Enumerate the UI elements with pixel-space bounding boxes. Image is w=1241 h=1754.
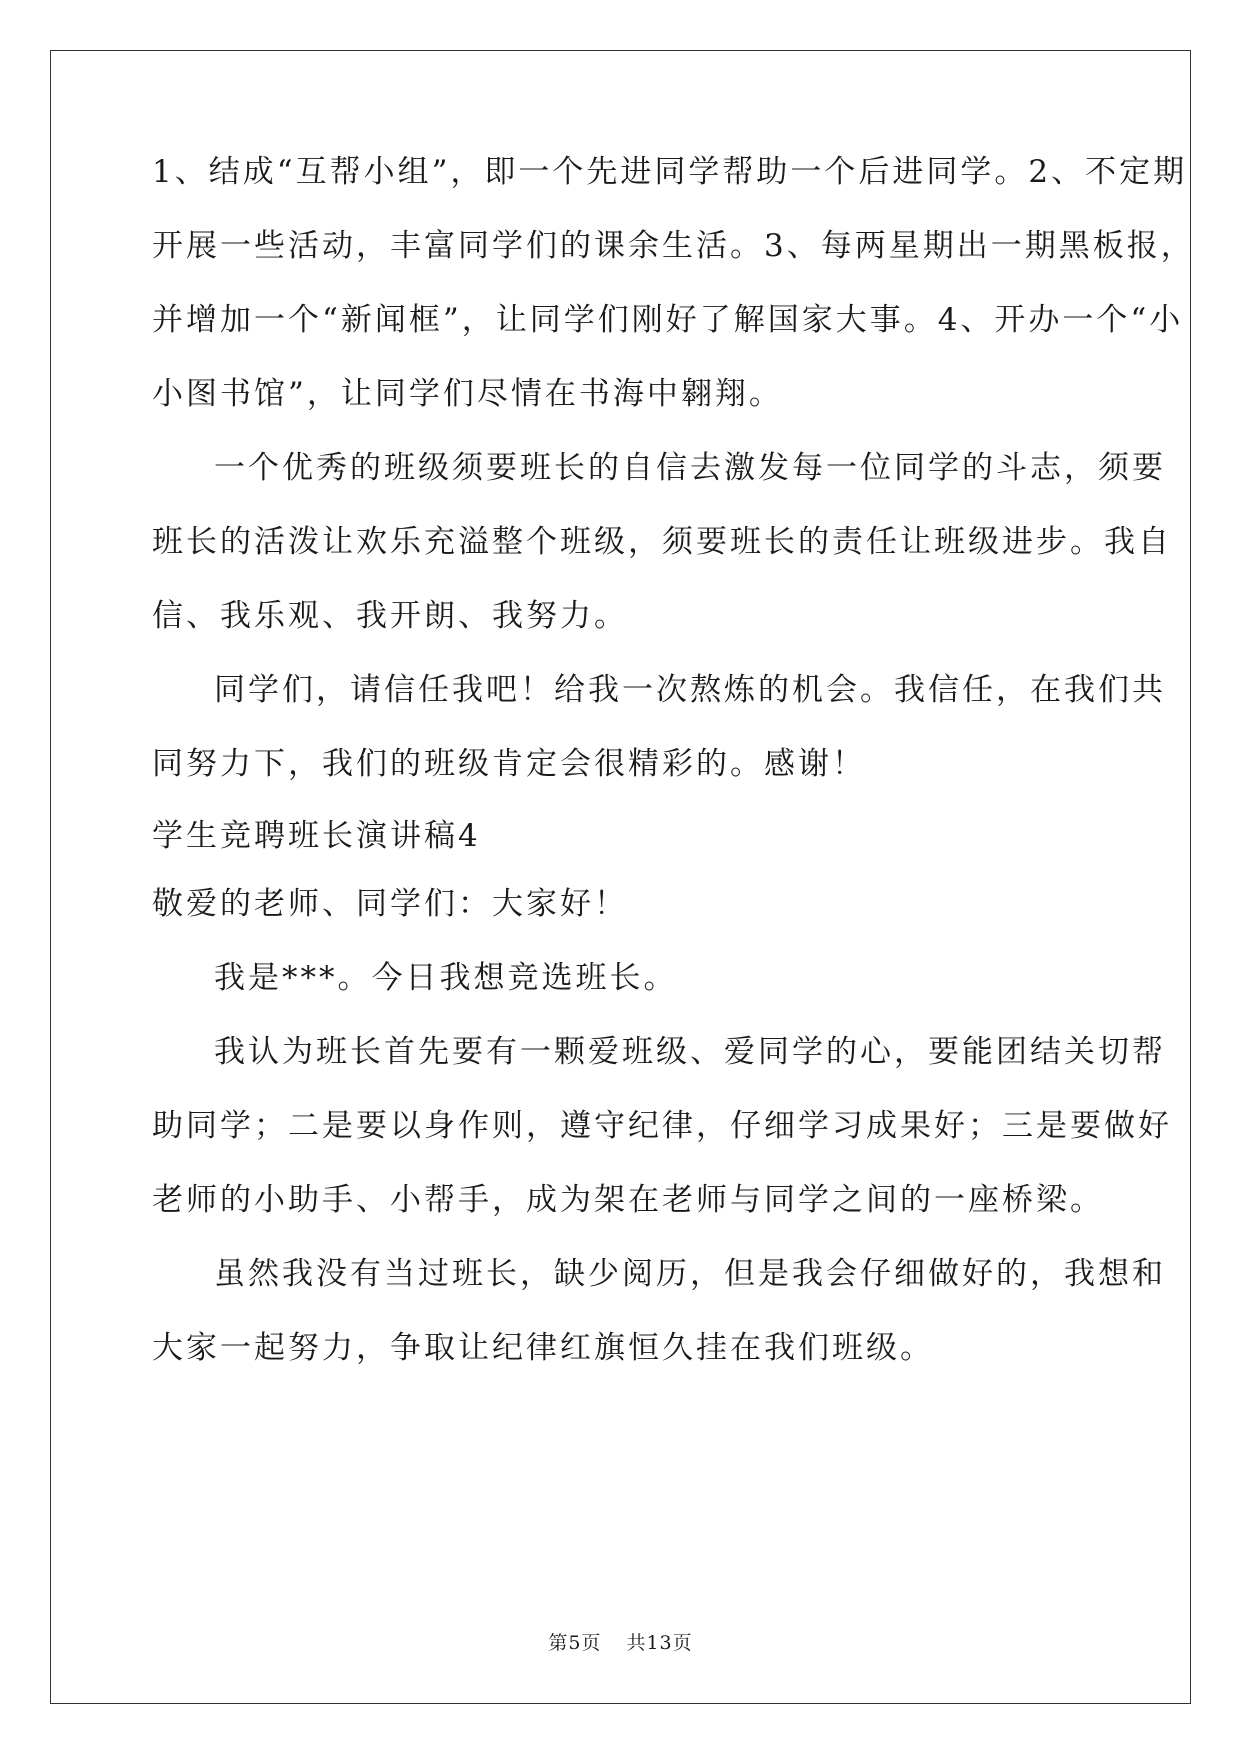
- text-line: 信、我乐观、我开朗、我努力。: [152, 598, 628, 634]
- section-heading: 学生竞聘班长演讲稿4: [152, 818, 481, 854]
- paragraph-first-line: 我认为班长首先要有一颗爱班级、爱同学的心，要能团结关切帮: [214, 1034, 1166, 1070]
- text-line: 助同学；二是要以身作则，遵守纪律，仔细学习成果好；三是要做好: [152, 1108, 1172, 1144]
- paragraph-first-line: 我是***。今日我想竞选班长。: [214, 960, 678, 996]
- text-line: 同努力下，我们的班级肯定会很精彩的。感谢！: [152, 746, 866, 782]
- paragraph-first-line: 同学们，请信任我吧！给我一次熬炼的机会。我信任，在我们共: [214, 672, 1166, 708]
- paragraph-first-line: 一个优秀的班级须要班长的自信去激发每一位同学的斗志，须要: [214, 450, 1166, 486]
- text-line: 并增加一个“新闻框”，让同学们刚好了解国家大事。4、开办一个“小: [152, 302, 1184, 338]
- text-line: 小图书馆”，让同学们尽情在书海中翱翔。: [152, 376, 783, 412]
- page-number: 第5页: [548, 1632, 602, 1654]
- page-border: [50, 50, 1191, 1704]
- text-line: 班长的活泼让欢乐充溢整个班级，须要班长的责任让班级进步。我自: [152, 524, 1172, 560]
- text-line: 1、结成“互帮小组”，即一个先进同学帮助一个后进同学。2、不定期: [152, 154, 1188, 190]
- page-total: 共13页: [626, 1632, 693, 1654]
- text-line: 老师的小助手、小帮手，成为架在老师与同学之间的一座桥梁。: [152, 1182, 1104, 1218]
- text-line: 大家一起努力，争取让纪律红旗恒久挂在我们班级。: [152, 1330, 934, 1366]
- page-footer: [0, 1628, 1241, 1655]
- salutation: 敬爱的老师、同学们：大家好！: [152, 886, 628, 922]
- paragraph-first-line: 虽然我没有当过班长，缺少阅历，但是我会仔细做好的，我想和: [214, 1256, 1166, 1292]
- text-line: 开展一些活动，丰富同学们的课余生活。3、每两星期出一期黑板报，: [152, 228, 1195, 264]
